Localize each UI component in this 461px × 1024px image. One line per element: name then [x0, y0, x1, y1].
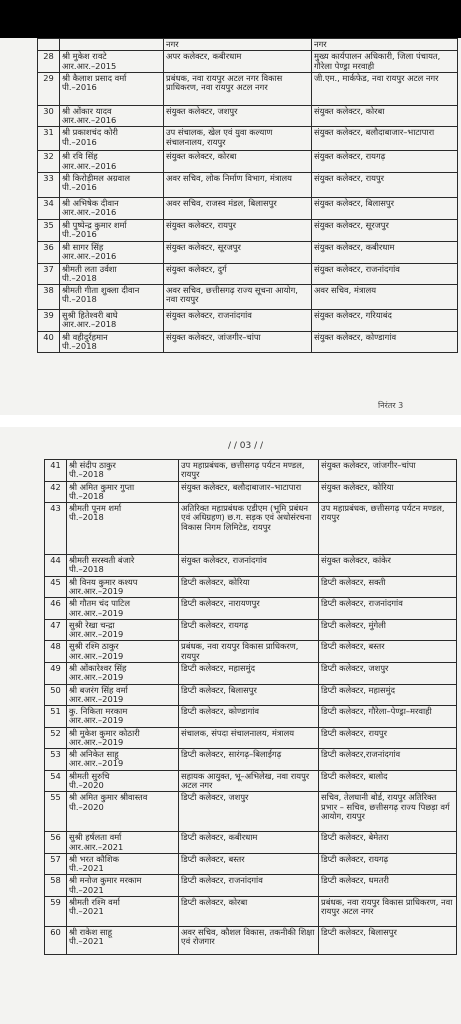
current-posting: संयुक्त कलेक्टर, कोरबा	[164, 151, 312, 173]
new-posting: डिप्टी कलेक्टर, महासमुंद	[319, 684, 457, 706]
officer-service-batch: पी.–2018	[69, 564, 104, 575]
officer-name: श्रीमती पूनम शर्मा	[69, 503, 122, 514]
table-row	[38, 263, 458, 285]
top-black-bar	[0, 0, 461, 38]
officer-name: श्री पुष्पेन्द्र कुमार शर्मा	[62, 219, 127, 230]
serial-number: 59	[45, 897, 67, 927]
fragment-from: नगर	[164, 39, 312, 51]
current-posting: अवर सचिव, छत्तीसगढ़ राज्य सूचना आयोग, नवा रायपुर	[164, 285, 312, 310]
new-posting: डिप्टी कलेक्टर, रायगढ़	[319, 853, 457, 875]
current-posting: संयुक्त कलेक्टर, राजनांदगांव	[164, 310, 312, 332]
serial-number: 41	[45, 460, 67, 482]
officer-cell	[60, 151, 164, 173]
serial-number: 39	[38, 310, 60, 332]
current-posting: डिप्टी कलेक्टर, बिलासपुर	[179, 684, 319, 706]
current-posting: संयुक्त कलेक्टर, रायपुर	[164, 219, 312, 241]
current-posting: संयुक्त कलेक्टर, दुर्ग	[164, 263, 312, 285]
table-row	[38, 310, 458, 332]
current-posting: उप संचालक, खेल एवं युवा कल्याण संचालनालय, रायपुर	[164, 127, 312, 151]
serial-number: 56	[45, 832, 67, 854]
officer-name: श्री मुकेश रावटे	[62, 51, 107, 62]
table-row	[45, 598, 457, 620]
current-posting: डिप्टी कलेक्टर, जशपुर	[179, 792, 319, 832]
new-posting: संयुक्त कलेक्टर, कांकेर	[319, 555, 457, 577]
new-posting: संयुक्त कलेक्टर, कबीरधाम	[312, 241, 458, 263]
current-posting: संयुक्त कलेक्टर, बलौदाबाजार–भाटापारा	[179, 481, 319, 503]
officer-service-batch: पी.–2016	[62, 82, 97, 93]
officer-service-batch: आर.आर.–2019	[69, 650, 124, 661]
serial-number: 34	[38, 197, 60, 219]
officer-service-batch: पी.–2018	[62, 272, 97, 283]
officer-cell	[67, 641, 179, 663]
officer-service-batch: आर.आर.–2016	[62, 250, 117, 261]
serial-number: 60	[45, 927, 67, 955]
serial-number: 46	[45, 598, 67, 620]
new-posting: डिप्टी कलेक्टर, बिलासपुर	[319, 927, 457, 955]
officer-name: श्री कैलाश प्रसाद वर्मा	[62, 72, 127, 83]
officer-service-batch: पी.–2018	[69, 512, 104, 523]
current-posting: प्रबंधक, नवा रायपुर अटल नगर विकास प्राधिकरण, नवा रायपुर अटल नगर	[164, 72, 312, 105]
officer-name: सुश्री हर्षलता वर्मा	[69, 832, 122, 843]
table-row	[38, 219, 458, 241]
officer-service-batch: पी.–2018	[62, 340, 97, 351]
serial-number: 29	[38, 72, 60, 105]
officer-name: श्रीमती रश्मि वर्मा	[69, 897, 120, 907]
new-posting: प्रबंधक, नवा रायपुर विकास प्राधिकरण, नवा रायपुर अटल नगर	[319, 897, 457, 927]
table-row	[45, 706, 457, 728]
table-row	[45, 684, 457, 706]
table-row	[45, 770, 457, 792]
serial-number: 43	[45, 503, 67, 555]
officer-cell	[67, 598, 179, 620]
officer-service-batch: आर.आर.–2019	[69, 758, 124, 769]
new-posting: डिप्टी कलेक्टर, धमतरी	[319, 875, 457, 897]
current-posting: डिप्टी कलेक्टर, रायगढ़	[179, 619, 319, 641]
current-posting: डिप्टी कलेक्टर, कोरिया	[179, 576, 319, 598]
current-posting: डिप्टी कलेक्टर, कोरबा	[179, 897, 319, 927]
table-row	[38, 151, 458, 173]
page-footer: निरंतर 3	[378, 401, 404, 410]
officer-cell	[67, 832, 179, 854]
new-posting: डिप्टी कलेक्टर, बेमेतरा	[319, 832, 457, 854]
officer-name: श्री विनय कुमार कश्यप	[69, 576, 138, 587]
officer-cell	[67, 749, 179, 771]
serial-number: 58	[45, 875, 67, 897]
new-posting: संयुक्त कलेक्टर, सूरजपुर	[312, 219, 458, 241]
officer-service-batch: पी.–2021	[69, 863, 104, 874]
table-row	[45, 749, 457, 771]
new-posting: संयुक्त कलेक्टर, कोण्डागांव	[312, 331, 458, 353]
table-row	[38, 127, 458, 151]
table-row	[38, 51, 458, 73]
officer-service-batch: पी.–2016	[62, 229, 97, 240]
officer-name: श्री ओंकार यादव	[62, 105, 112, 116]
officer-name: सुश्री रेखा चन्द्रा	[69, 619, 115, 630]
officer-cell	[67, 853, 179, 875]
officer-service-batch: आर.आर.–2021	[69, 841, 124, 852]
officer-service-batch: आर.आर.–2015	[62, 60, 117, 71]
table-row	[45, 875, 457, 897]
new-posting: संयुक्त कलेक्टर, बिलासपुर	[312, 197, 458, 219]
officer-service-batch: पी.–2021	[69, 884, 104, 895]
officer-name: कु. निकिता मरकाम	[69, 706, 128, 717]
table-row	[38, 285, 458, 310]
new-posting: उप महाप्रबंधक, छत्तीसगढ़ पर्यटन मण्डल, रायपुर	[319, 503, 457, 555]
serial-number: 42	[45, 481, 67, 503]
officer-name: श्री रवि सिंह	[62, 151, 98, 162]
serial-number: 40	[38, 331, 60, 353]
officer-cell	[67, 555, 179, 577]
officer-name: श्री अभिषेक दीवान	[62, 197, 119, 208]
serial-number: 33	[38, 172, 60, 197]
officer-name: श्री अनिकेत साहू	[69, 749, 119, 760]
table-row	[45, 727, 457, 749]
officer-cell	[60, 263, 164, 285]
new-posting: डिप्टी कलेक्टर, राजनांदगांव	[319, 598, 457, 620]
current-posting: संचालक, संपदा संचालनालय, मंत्रालय	[179, 727, 319, 749]
current-posting: संयुक्त कलेक्टर, जांजगीर–चांपा	[164, 331, 312, 353]
officer-name: श्री संदीप ठाकुर	[69, 460, 116, 470]
serial-number: 37	[38, 263, 60, 285]
table-row	[45, 662, 457, 684]
officer-cell	[60, 172, 164, 197]
officer-service-batch: आर.आर.–2016	[62, 207, 117, 218]
officer-cell	[60, 241, 164, 263]
new-posting: अवर सचिव, मंत्रालय	[312, 285, 458, 310]
officer-name: श्री वहीदुर्रहमान	[62, 331, 108, 342]
officer-service-batch: पी.–2018	[69, 469, 104, 480]
current-posting: अवर सचिव, राजस्व मंडल, बिलासपुर	[164, 197, 312, 219]
current-posting: संयुक्त कलेक्टर, सूरजपुर	[164, 241, 312, 263]
table-row	[45, 460, 457, 482]
page-gap	[0, 415, 461, 427]
serial-number: 53	[45, 749, 67, 771]
officer-service-batch: आर.आर.–2019	[69, 693, 124, 704]
officer-service-batch: आर.आर.–2019	[69, 715, 124, 726]
new-posting: डिप्टी कलेक्टर, मुंगेली	[319, 619, 457, 641]
table-row	[45, 897, 457, 927]
current-posting: डिप्टी कलेक्टर, कबीरधाम	[179, 832, 319, 854]
serial-number: 50	[45, 684, 67, 706]
new-posting: डिप्टी कलेक्टर, गौरेला–पेण्ड्रा–मरवाही	[319, 706, 457, 728]
officer-service-batch: पी.–2021	[69, 906, 104, 917]
transfer-table-page-1	[37, 38, 458, 353]
officer-service-batch: पी.–2016	[62, 136, 97, 147]
document-page-2	[0, 427, 461, 1024]
current-posting: प्रबंधक, नवा रायपुर विकास प्राधिकरण, रायपुर	[179, 641, 319, 663]
officer-cell	[67, 684, 179, 706]
officer-cell	[60, 331, 164, 353]
officer-name: श्री बजरंग सिंह वर्मा	[69, 684, 128, 695]
new-posting: संयुक्त कलेक्टर, कोरबा	[312, 105, 458, 127]
page-number: / / 03 / /	[228, 441, 264, 451]
officer-service-batch: पी.–2021	[69, 936, 104, 947]
table-row	[38, 197, 458, 219]
current-posting: अवर सचिव, लोक निर्माण विभाग, मंत्रालय	[164, 172, 312, 197]
table-row	[45, 641, 457, 663]
officer-cell	[60, 51, 164, 73]
serial-number: 30	[38, 105, 60, 127]
table-row	[38, 105, 458, 127]
serial-number: 57	[45, 853, 67, 875]
officer-name: श्रीमती सरस्वती बंजारे	[69, 555, 135, 566]
officer-service-batch: पी.–2016	[62, 182, 97, 193]
officer-name: सुश्री रश्मि ठाकुर	[69, 641, 119, 652]
officer-cell	[67, 460, 179, 482]
officer-service-batch: आर.आर.–2019	[69, 585, 124, 596]
current-posting: डिप्टी कलेक्टर, राजनांदगांव	[179, 875, 319, 897]
officer-service-batch: आर.आर.–2019	[69, 672, 124, 683]
current-posting: डिप्टी कलेक्टर, नारायणपुर	[179, 598, 319, 620]
officer-cell	[67, 897, 179, 927]
officer-service-batch: पी.–2020	[69, 780, 104, 791]
officer-cell	[60, 219, 164, 241]
officer-name: श्री गौतम चंद पाटिल	[69, 598, 130, 609]
officer-cell	[67, 503, 179, 555]
serial-number: 54	[45, 770, 67, 792]
officer-service-batch: पी.–2020	[69, 801, 104, 812]
officer-name: श्रीमती लता उर्वशा	[62, 263, 117, 274]
new-posting: संयुक्त कलेक्टर, रायपुर	[312, 172, 458, 197]
serial-number: 47	[45, 619, 67, 641]
new-posting: संयुक्त कलेक्टर, कोरिया	[319, 481, 457, 503]
officer-cell	[67, 576, 179, 598]
document-page-1	[0, 38, 461, 415]
new-posting: डिप्टी कलेक्टर, बस्तर	[319, 641, 457, 663]
officer-name: श्रीमती गीता शुक्ला दीवान	[62, 285, 140, 296]
officer-service-batch: आर.आर.–2019	[69, 607, 124, 618]
new-posting: संयुक्त कलेक्टर, रायगढ़	[312, 151, 458, 173]
officer-name: श्री किरोड़ीमल अग्रवाल	[62, 172, 130, 183]
officer-name: श्री भरत कौशिक	[69, 853, 119, 864]
officer-cell	[60, 285, 164, 310]
table-row	[45, 853, 457, 875]
officer-service-batch: आर.आर.–2018	[62, 319, 117, 330]
officer-name: श्री अमित कुमार श्रीवास्तव	[69, 792, 148, 803]
officer-cell	[60, 197, 164, 219]
current-posting: अपर कलेक्टर, कबीरधाम	[164, 51, 312, 73]
transfer-table-page-2	[44, 459, 457, 955]
officer-name: श्री सागर सिंह	[62, 241, 104, 252]
current-posting: डिप्टी कलेक्टर, सारंगढ़–बिलाईगढ़	[179, 749, 319, 771]
table-row	[45, 832, 457, 854]
serial-number: 36	[38, 241, 60, 263]
officer-name: श्री मनोज कुमार मरकाम	[69, 875, 142, 886]
officer-cell	[60, 105, 164, 127]
new-posting: डिप्टी कलेक्टर, बालोद	[319, 770, 457, 792]
officer-name: श्री ओंकारेश्वर सिंह	[69, 662, 127, 673]
serial-number: 38	[38, 285, 60, 310]
officer-cell	[67, 792, 179, 832]
officer-service-batch: आर.आर.–2016	[62, 115, 117, 126]
table-row	[38, 241, 458, 263]
current-posting: अतिरिक्त महाप्रबंधक एडीएम (भूमि प्रबंधन एवं अधिग्रहण) छ.ग. सड़क एवं अधोसंरचना विकास निगम लिमिटेड, रायपुर	[179, 503, 319, 555]
table-row	[45, 555, 457, 577]
new-posting: संयुक्त कलेक्टर, राजनांदगांव	[312, 263, 458, 285]
serial-number: 48	[45, 641, 67, 663]
serial-number: 44	[45, 555, 67, 577]
new-posting: संयुक्त कलेक्टर, जांजगीर–चांपा	[319, 460, 457, 482]
serial-number: 51	[45, 706, 67, 728]
new-posting: डिप्टी कलेक्टर, सक्ती	[319, 576, 457, 598]
serial-number: 31	[38, 127, 60, 151]
table-row-fragment	[38, 39, 458, 51]
officer-cell	[60, 127, 164, 151]
table-row	[38, 331, 458, 353]
officer-cell	[67, 481, 179, 503]
table-row	[38, 172, 458, 197]
officer-name: श्री मुकेश कुमार कोठारी	[69, 727, 140, 738]
new-posting: डिप्टी कलेक्टर, जशपुर	[319, 662, 457, 684]
table-row	[45, 576, 457, 598]
serial-number: 45	[45, 576, 67, 598]
fragment-to: नगर	[312, 39, 458, 51]
current-posting: डिप्टी कलेक्टर, कोण्डागांव	[179, 706, 319, 728]
new-posting: मुख्य कार्यपालन अधिकारी, जिला पंचायत, गौरेला पेण्ड्रा मरवाही	[312, 51, 458, 73]
current-posting: सहायक आयुक्त, भू–अभिलेख, नवा रायपुर अटल नगर	[179, 770, 319, 792]
table-row	[45, 503, 457, 555]
officer-cell	[60, 310, 164, 332]
new-posting: संयुक्त कलेक्टर, बलौदाबाजार–भाटापारा	[312, 127, 458, 151]
current-posting: संयुक्त कलेक्टर, जशपुर	[164, 105, 312, 127]
new-posting: डिप्टी कलेक्टर, रायपुर	[319, 727, 457, 749]
officer-cell	[67, 875, 179, 897]
officer-service-batch: पी.–2018	[69, 490, 104, 501]
serial-number: 49	[45, 662, 67, 684]
officer-cell	[60, 72, 164, 105]
officer-cell	[67, 619, 179, 641]
officer-name: श्री प्रकाशचंद कोरी	[62, 127, 118, 138]
officer-service-batch: आर.आर.–2016	[62, 160, 117, 171]
officer-service-batch: आर.आर.–2019	[69, 629, 124, 640]
new-posting: संयुक्त कलेक्टर, गरियाबंद	[312, 310, 458, 332]
officer-name: श्री राकेश साहू	[69, 927, 113, 937]
serial-number: 52	[45, 727, 67, 749]
officer-name: श्रीमती सुरुचि	[69, 770, 110, 781]
table-row	[45, 619, 457, 641]
officer-service-batch: पी.–2018	[62, 294, 97, 305]
officer-cell	[67, 706, 179, 728]
current-posting: डिप्टी कलेक्टर, बस्तर	[179, 853, 319, 875]
officer-cell	[67, 662, 179, 684]
current-posting: संयुक्त कलेक्टर, राजनांदगांव	[179, 555, 319, 577]
current-posting: अवर सचिव, कौशल विकास, तकनीकी शिक्षा एवं रोजगार	[179, 927, 319, 955]
serial-number: 28	[38, 51, 60, 73]
current-posting: डिप्टी कलेक्टर, महासमुंद	[179, 662, 319, 684]
new-posting: सचिव, तेलघानी बोर्ड, रायपुर अतिरिक्त प्रभार – सचिव, छत्तीसगढ़ राज्य पिछड़ा वर्ग आयोग, रायपुर	[319, 792, 457, 832]
new-posting: डिप्टी कलेक्टर,राजनांदगांव	[319, 749, 457, 771]
serial-number: 35	[38, 219, 60, 241]
current-posting: उप महाप्रबंधक, छत्तीसगढ़ पर्यटन मण्डल, रायपुर	[179, 460, 319, 482]
new-posting: जी.एम., मार्कफेड, नवा रायपुर अटल नगर	[312, 72, 458, 105]
table-row	[45, 792, 457, 832]
table-row	[38, 72, 458, 105]
officer-cell	[67, 927, 179, 955]
officer-name: सुश्री हितेश्वरी बाघे	[62, 310, 118, 321]
serial-number: 32	[38, 151, 60, 173]
serial-number: 55	[45, 792, 67, 832]
officer-service-batch: आर.आर.–2019	[69, 736, 124, 747]
officer-name: श्री अमित कुमार गुप्ता	[69, 481, 135, 492]
table-row	[45, 927, 457, 955]
officer-cell	[67, 727, 179, 749]
officer-cell	[67, 770, 179, 792]
table-row	[45, 481, 457, 503]
